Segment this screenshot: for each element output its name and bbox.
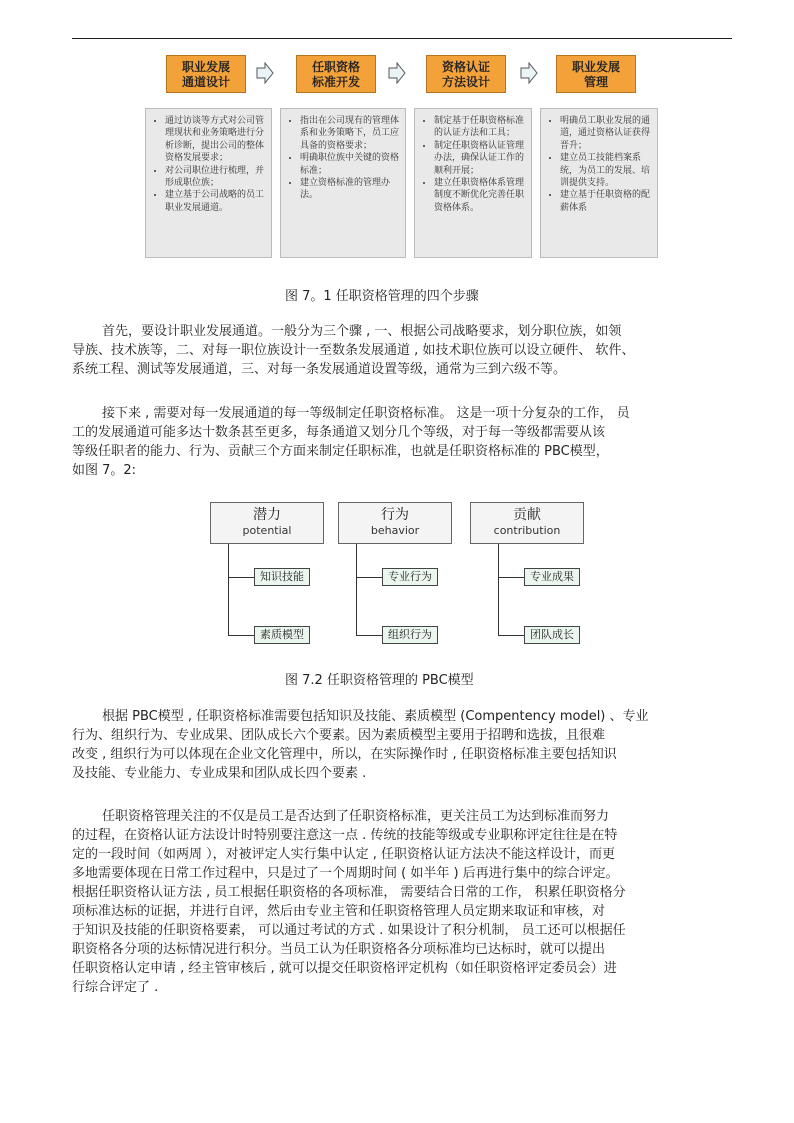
- text-line: 首先，要设计职业发展通道。一般分为三个骤 , 一、根据公司战略要求，划分职位族，如领: [102, 324, 622, 339]
- text-line: 导族、技术族等，二、对每一职位族设计一至数条发展通道 , 如技术职位族可以设立硬件、 软件、: [72, 343, 635, 358]
- pbc-behavior-box: [338, 502, 452, 544]
- arrow-right-icon: [388, 62, 406, 84]
- connector-line: [498, 544, 499, 636]
- arrow-right-icon: [256, 62, 274, 84]
- text-line: 于知识及技能的任职资格要素， 可以通过考试的方式 . 如果设计了积分机制， 员工还可以根据任: [72, 923, 626, 938]
- step-line: 职业发展: [571, 60, 620, 74]
- body-paragraph: [72, 322, 732, 379]
- step-line: 方法设计: [441, 75, 490, 89]
- step-line: 标准开发: [311, 75, 360, 89]
- text-line: 系统工程、测试等发展通道，三、对每一条发展通道设置等级，通常为三到六级不等。: [72, 362, 567, 377]
- step-detail-box: [540, 108, 658, 258]
- pbc-potential-box: [210, 502, 324, 544]
- pbc-item-competency: 素质模型: [254, 626, 310, 644]
- detail-item: • 建立任职资格体系管理制度不断优化完善任职资格体系。: [434, 177, 525, 214]
- detail-item: • 明确员工职业发展的通道，通过资格认证获得晋升；: [560, 115, 651, 152]
- figure-caption: 图 7。1 任职资格管理的四个步骤: [285, 289, 479, 304]
- connector-line: [356, 577, 382, 578]
- detail-item: • 对公司职位进行梳理，并形成职位族；: [165, 165, 265, 190]
- step-line: 资格认证: [441, 60, 490, 74]
- connector-line: [498, 635, 524, 636]
- text-line: 根据 PBC模型 , 任职资格标准需要包括知识及技能、素质模型 (Compentency model) 、专业: [102, 709, 649, 724]
- pbc-item-professional-behavior: 专业行为: [382, 568, 438, 586]
- step-line: 职业发展: [181, 60, 230, 74]
- text-line: 工的发展通道可能多达十数条甚至更多，每条通道又划分几个等级，对于每一等级都需要从该: [72, 425, 606, 440]
- body-paragraph: [72, 707, 732, 783]
- pbc-title: 行为: [381, 507, 409, 523]
- detail-item: • 建立资格标准的管理办法。: [300, 177, 399, 202]
- detail-item: • 通过访谈等方式对公司管理现状和业务策略进行分析诊断，提出公司的整体资格发展要求；: [165, 115, 265, 165]
- text-line: 项标准达标的证据，并进行自评，然后由专业主管和任职资格管理人员定期来取证和审核，对: [72, 904, 606, 919]
- pbc-item-professional-results: 专业成果: [524, 568, 580, 586]
- pbc-title: 潜力: [253, 507, 281, 523]
- body-paragraph: [72, 404, 732, 480]
- text-line: 根据任职资格认证方法 , 员工根据任职资格的各项标准， 需要结合日常的工作， 积累任职资格分: [72, 885, 626, 900]
- text-line: 任职资格认定申请 , 经主管审核后 , 就可以提交任职资格评定机构（如任职资格评定委员会）进: [72, 961, 617, 976]
- text-line: 及技能、专业能力、专业成果和团队成长四个要素 .: [72, 766, 367, 781]
- detail-item: • 指出在公司现有的管理体系和业务策略下，员工应具备的资格要求；: [300, 115, 399, 152]
- detail-item: • 制定任职资格认证管理办法，确保认证工作的顺利开展；: [434, 140, 525, 177]
- detail-item: • 建立基于公司战略的员工职业发展通道。: [165, 189, 265, 214]
- pbc-contribution-box: [470, 502, 584, 544]
- header-rule: [72, 38, 732, 39]
- connector-line: [356, 635, 382, 636]
- pbc-item-organizational-behavior: 组织行为: [382, 626, 438, 644]
- body-paragraph: [72, 807, 732, 997]
- step-line: 任职资格: [311, 60, 360, 74]
- pbc-subtitle: potential: [242, 524, 292, 537]
- text-line: 职资格各分项的达标情况进行积分。当员工认为任职资格各分项标准均已达标时，就可以提出: [72, 942, 606, 957]
- text-line: 定的一段时间（如两周 ），对被评定人实行集中认定 , 任职资格认证方法决不能这样设计，而更: [72, 847, 616, 862]
- step-line: 管理: [583, 75, 608, 89]
- text-line: 多地需要体现在日常工作过程中，只是过了一个周期时间 ( 如半年 ) 后再进行集中的综合评定。: [72, 866, 619, 881]
- connector-line: [228, 635, 254, 636]
- detail-item: • 建立基于任职资格的配薪体系: [560, 189, 651, 214]
- step-certification-method: [426, 55, 506, 93]
- text-line: 的过程，在资格认证方法设计时特别要注意这一点 . 传统的技能等级或专业职称评定往往是在特: [72, 828, 618, 843]
- connector-line: [228, 544, 229, 636]
- detail-item: • 明确职位族中关键的资格标准；: [300, 152, 399, 177]
- step-career-path-design: [166, 55, 246, 93]
- step-line: 通道设计: [181, 75, 230, 89]
- text-line: 行综合评定了 .: [72, 980, 159, 995]
- detail-item: • 制定基于任职资格标准的认证方法和工具；: [434, 115, 525, 140]
- pbc-subtitle: behavior: [370, 524, 420, 537]
- pbc-item-team-growth: 团队成长: [524, 626, 580, 644]
- step-standard-development: [296, 55, 376, 93]
- text-line: 改变 , 组织行为可以体现在企业文化管理中，所以，在实际操作时 , 任职资格标准主要包括知识: [72, 747, 617, 762]
- step-career-management: [556, 55, 636, 93]
- step-detail-box: [145, 108, 272, 258]
- text-line: 接下来 , 需要对每一发展通道的每一等级制定任职资格标准。 这是一项十分复杂的工作， 员: [102, 406, 630, 421]
- figure-caption: 图 7.2 任职资格管理的 PBC模型: [285, 673, 474, 688]
- pbc-item-knowledge: 知识技能: [254, 568, 310, 586]
- connector-line: [228, 577, 254, 578]
- connector-line: [498, 577, 524, 578]
- detail-item: • 建立员工技能档案系统，为员工的发展、培训提供支持。: [560, 152, 651, 189]
- pbc-title: 贡献: [513, 507, 541, 523]
- arrow-right-icon: [520, 62, 538, 84]
- pbc-subtitle: contribution: [493, 524, 561, 537]
- step-detail-box: [414, 108, 532, 258]
- text-line: 任职资格管理关注的不仅是员工是否达到了任职资格标准，更关注员工为达到标准而努力: [102, 809, 610, 824]
- text-line: 如图 7。2:: [72, 463, 137, 478]
- text-line: 行为、组织行为、专业成果、团队成长六个要素。因为素质模型主要用于招聘和选拔，且很难: [72, 728, 606, 743]
- step-detail-box: [280, 108, 406, 258]
- text-line: 等级任职者的能力、行为、贡献三个方面来制定任职标准，也就是任职资格标准的 PBC模型，: [72, 444, 609, 459]
- connector-line: [356, 544, 357, 636]
